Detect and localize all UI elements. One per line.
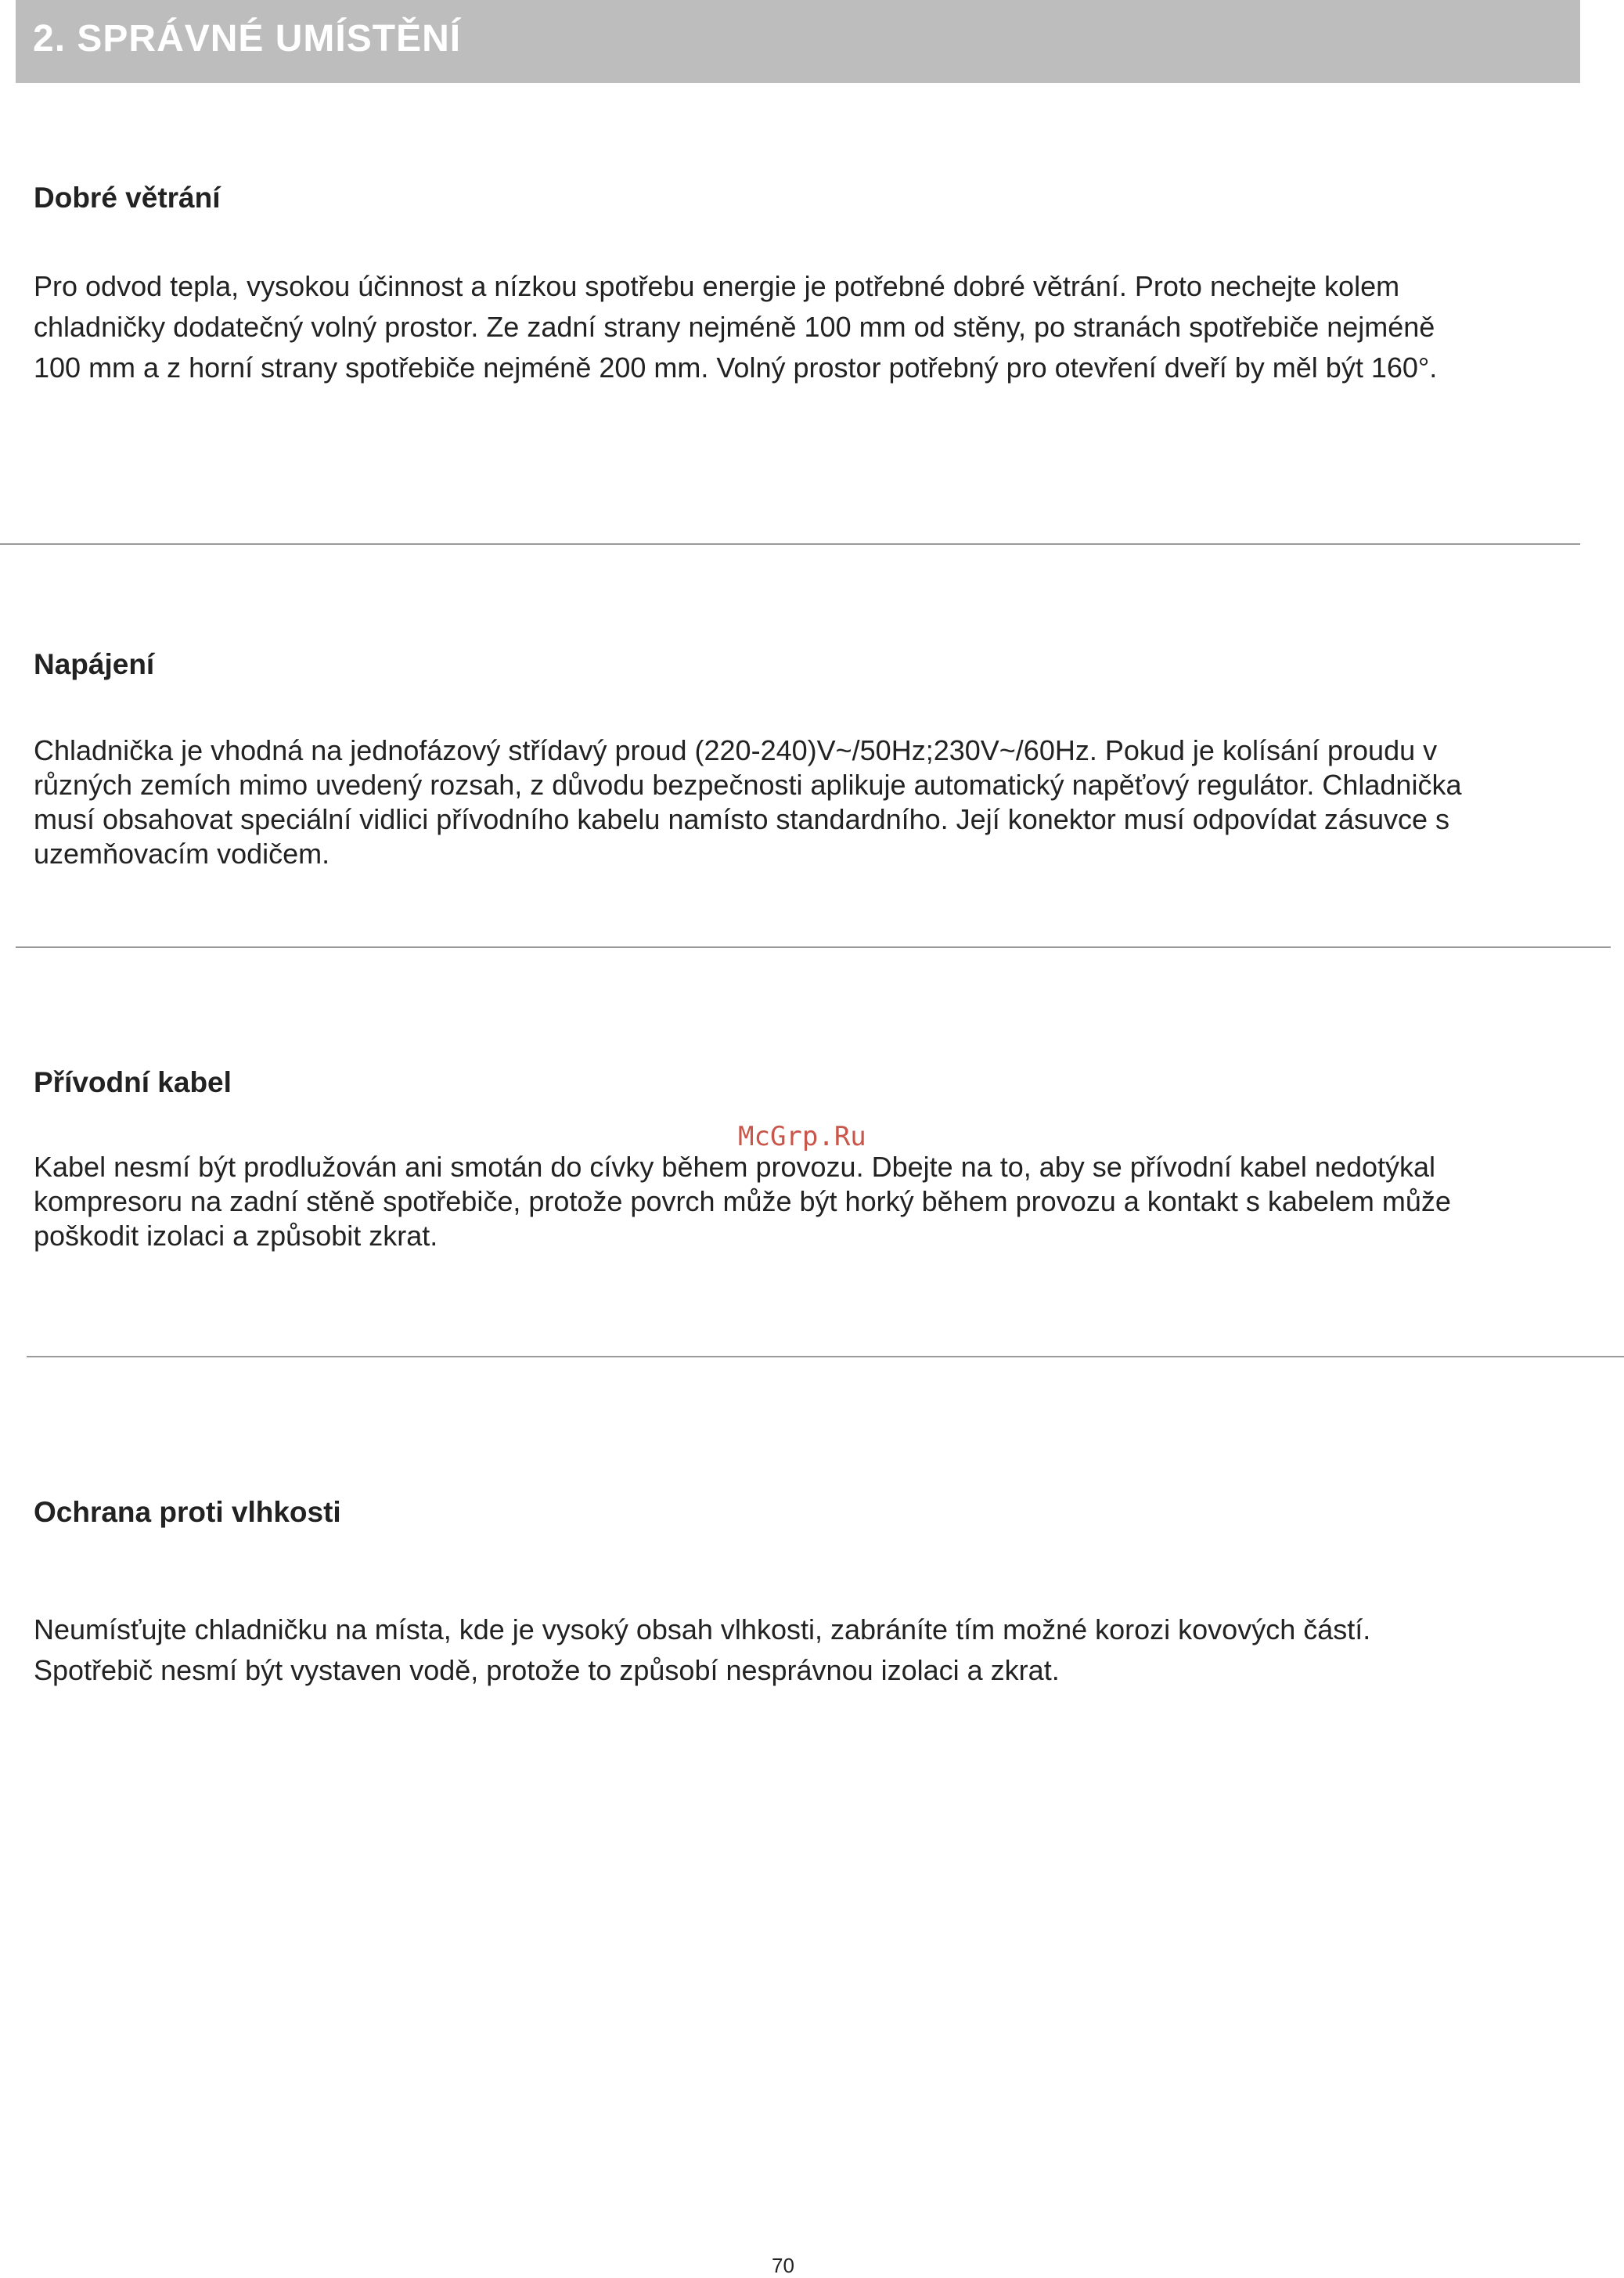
paragraph-line: Chladnička je vhodná na jednofázový střídavý proud (220-240)V~/50Hz;230V~/60Hz. Pokud je kolísání proudu v xyxy=(34,734,1438,766)
paragraph-line: kompresoru na zadní stěně spotřebiče, protože povrch může být horký během provozu a kontakt s kabelem může xyxy=(34,1185,1451,1217)
section-divider xyxy=(0,543,1580,545)
paragraph-line: poškodit izolaci a způsobit zkrat. xyxy=(34,1220,438,1252)
paragraph-line: musí obsahovat speciální vidlici přívodního kabelu namísto standardního. Její konektor musí odpovídat zásuvce s xyxy=(34,803,1449,835)
paragraph-line: Neumísťujte chladničku na místa, kde je vysoký obsah vlhkosti, zabráníte tím možné korozi kovových částí. xyxy=(34,1613,1371,1645)
paragraph-line: 100 mm a z horní strany spotřebiče nejméně 200 mm. Volný prostor potřebný pro otevření dveří by měl být 160°. xyxy=(34,351,1438,384)
paragraph-line: uzemňovacím vodičem. xyxy=(34,838,330,870)
heading-moisture-protection: Ochrana proti vlhkosti xyxy=(34,1496,341,1528)
paragraph-line: chladničky dodatečný volný prostor. Ze zadní strany nejméně 100 mm od stěny, po stranách spotřebiče nejméně xyxy=(34,311,1435,343)
heading-ventilation: Dobré větrání xyxy=(34,182,221,214)
paragraph-power-supply xyxy=(34,734,1461,871)
watermark: McGrp.Ru xyxy=(738,1121,866,1152)
heading-power-supply: Napájení xyxy=(34,648,155,680)
paragraph-ventilation xyxy=(34,266,1437,388)
paragraph-line: Kabel nesmí být prodlužován ani smotán do cívky během provozu. Dbejte na to, aby se přívodní kabel nedotýkal xyxy=(34,1151,1436,1183)
section-divider xyxy=(16,946,1611,948)
paragraph-line: Spotřebič nesmí být vystaven vodě, protože to způsobí nesprávnou izolaci a zkrat. xyxy=(34,1654,1060,1686)
heading-power-cable: Přívodní kabel xyxy=(34,1066,232,1098)
paragraph-line: Pro odvod tepla, vysokou účinnost a nízkou spotřebu energie je potřebné dobré větrání. Proto nechejte kolem xyxy=(34,270,1400,302)
page-number: 70 xyxy=(772,2254,794,2277)
paragraph-line: různých zemích mimo uvedený rozsah, z důvodu bezpečnosti aplikuje automatický napěťový regulátor. Chladnička xyxy=(34,769,1462,801)
paragraph-power-cable xyxy=(34,1150,1451,1253)
section-title: 2. SPRÁVNÉ UMÍSTĚNÍ xyxy=(33,18,462,59)
section-divider xyxy=(27,1356,1624,1357)
section-header-bar xyxy=(16,0,1580,83)
paragraph-moisture-protection xyxy=(34,1609,1370,1691)
